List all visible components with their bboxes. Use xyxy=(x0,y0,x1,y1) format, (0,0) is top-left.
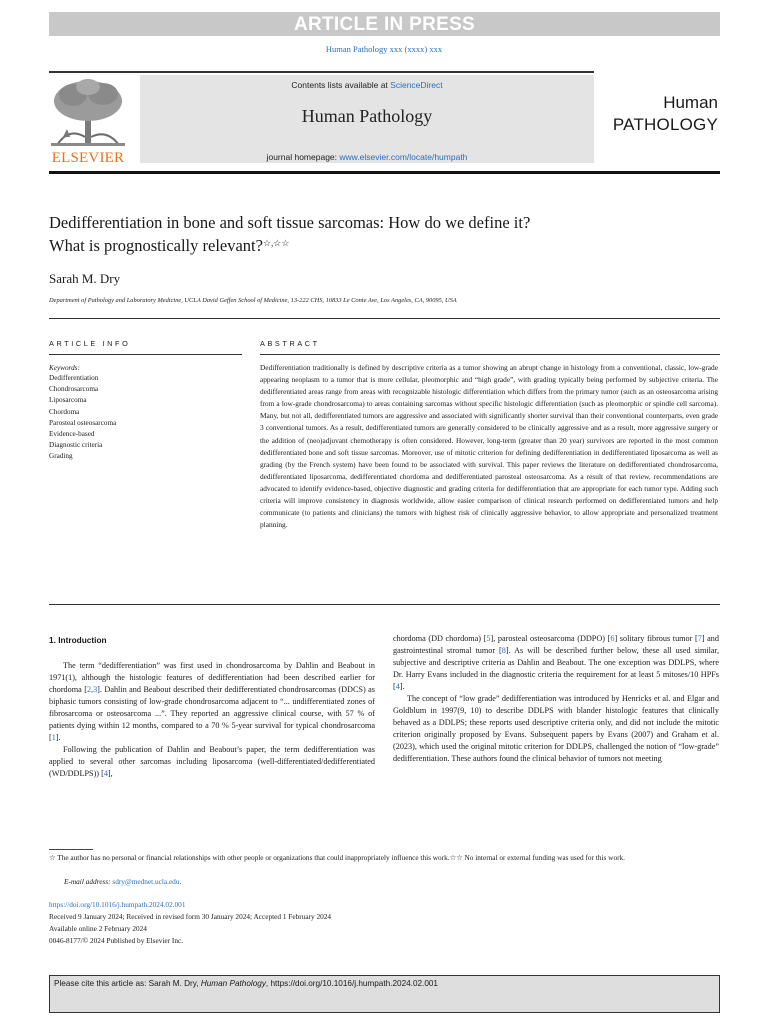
text-run: chordoma (DD chordoma) [ xyxy=(393,634,487,643)
contents-line xyxy=(140,80,594,90)
journal-brand-logo xyxy=(604,92,718,136)
intro-paragraph-2-continued xyxy=(393,633,719,693)
author-email-link[interactable]: sdry@mednet.ucla.edu xyxy=(112,877,180,886)
keyword-item: Chordoma xyxy=(49,407,80,416)
article-in-press-banner: ARTICLE IN PRESS xyxy=(49,12,720,36)
keyword-item: Grading xyxy=(49,452,73,461)
text-run: ] solitary fibrous tumor [ xyxy=(614,634,698,643)
masthead-bottom-rule xyxy=(49,171,720,174)
keywords-label: Keywords: xyxy=(49,364,80,372)
email-end: . xyxy=(179,877,182,886)
text-run: ]. xyxy=(399,682,405,692)
body-left-column xyxy=(49,660,375,780)
title-line-1: Dedifferentiation in bone and soft tissue sarcomas: How do we define it? xyxy=(49,213,531,232)
keyword-item: Liposarcoma xyxy=(49,396,87,405)
abstract-rule xyxy=(260,354,720,355)
citation-link[interactable]: 7 xyxy=(697,634,702,643)
title-line-2: What is prognostically relevant? xyxy=(49,236,263,255)
citation-suffix: , https://doi.org/10.1016/j.humpath.2024.02.001 xyxy=(265,979,438,988)
text-run: The term “dedifferentiation” was first used in chondrosarcoma by Dahlin and Beabout in 1971(1), although the histologic features of dedifferentiation had been described earlier for chordoma [ xyxy=(49,661,375,695)
title-footnote-marks[interactable]: ☆,☆☆ xyxy=(262,238,290,248)
email-line xyxy=(64,877,181,886)
text-run: Following the publication of Dahlin and Beabout’s paper, the term dedifferentiation was applied to several other sarcomas including liposarcoma (well-differentiated/dedifferentiated (WD/DDLPS)) [ xyxy=(49,745,375,779)
author-affiliation: Department of Pathology and Laboratory Medicine, UCLA David Geffen School of Medicine, 13-222 CHS, 10833 Le Conte Ave, Los Angeles, CA, 90095, USA xyxy=(49,297,457,304)
running-head: Human Pathology xxx (xxxx) xxx xyxy=(325,44,443,54)
citation-link[interactable]: 4 xyxy=(103,769,108,779)
intro-paragraph-3: The concept of “low grade” dedifferentiation was introduced by Henricks et al. and Elgar and Goldblum in 1997(9, 10) to describe DDLPS with blander histologic features that clinically behaved as a DDLPS; these reports used descriptive criteria only, and did not include the mitotic criterion originally proposed by Evans. Subsequent papers by Evans (2007) and Graham et al. (2023), which used the original mitotic criterion for DDLPS, challenged the notion of “low-grade” dedifferentiation. These authors found the clinical behavior of tumors not meeting xyxy=(393,694,719,764)
journal-homepage-line xyxy=(140,152,594,162)
available-online-date: Available online 2 February 2024 xyxy=(49,924,147,933)
article-info-rule xyxy=(49,354,242,355)
text-run: ], xyxy=(107,769,113,779)
keyword-item: Evidence-based xyxy=(49,430,95,439)
citation-link[interactable]: 1 xyxy=(51,733,56,743)
doi-link[interactable]: https://doi.org/10.1016/j.humpath.2024.02.001 xyxy=(49,900,186,909)
text-run: ]. As will be described further below, these all used similar, subjective and descriptive criteria as Dahlin and Beabout. The one exception was DDLPS, where Dr. Harry Evans included in the diagnostic criteria the requirement for at least 5 mitoses/10 HPFs [ xyxy=(393,646,720,692)
citation-link[interactable]: 6 xyxy=(610,634,615,643)
intro-paragraph-2 xyxy=(49,744,375,780)
keyword-item: Chondrosarcoma xyxy=(49,385,99,394)
intro-paragraph-1 xyxy=(49,660,375,744)
article-title xyxy=(49,211,689,257)
masthead-top-rule xyxy=(49,71,594,73)
tree-icon xyxy=(49,77,127,149)
email-label: E-mail address: xyxy=(64,877,113,886)
citation-prefix: Please cite this article as: Sarah M. Dry, xyxy=(54,979,201,988)
journal-homepage-link[interactable]: www.elsevier.com/locate/humpath xyxy=(339,152,468,162)
citation-text xyxy=(54,979,438,988)
citation-journal: Human Pathology xyxy=(200,979,266,988)
keywords-list xyxy=(49,373,116,463)
footnote-rule xyxy=(49,849,93,850)
publisher-name: ELSEVIER xyxy=(51,150,125,166)
citation-link[interactable]: 4 xyxy=(395,682,400,692)
homepage-label: journal homepage: xyxy=(266,152,340,162)
text-run: ] and gastrointestinal stromal tumor [ xyxy=(393,634,719,656)
article-info-heading: ARTICLE INFO xyxy=(49,339,131,348)
abstract-text: Dedifferentiation traditionally is defined by descriptive criteria as a tumor showing an abrupt change in histology from a conventional, classic, low-grade appearing neoplasm to a tumor that is more cellular, pleomorphic and “high grade”, with grading typically being performed by subjective criteria. The dedifferentiated areas range from areas with recognizable histologic differentiation which differs from the primary tumor (such as an osteosarcoma arising from a low-grade chondrosarcoma) to areas containing sarcomas without specific histologic differentiation (such as pleomorphic or spindle cell sarcoma). Many, but not all, dedifferentiated tumors are aggressive and associated with significantly shorter survival than their conventional counterparts, even grade 3 conventional tumors. As a result, dedifferentiated tumors are generally considered to be clinically aggressive and as a result, more aggressive surgery or the addition of (neo)adjuvant chemotherapy is often considered. However, long-term (greater than 20 year) survivors are reported in the most common dedifferentiated bone and soft tissue sarcomas. Moreover, use of mitotic criterion for defining dedifferentiation in dedifferentiated liposarcoma as well as grading (by the French system) have been found to be associated with survival. This paper reviews the literature on dedifferentiated chondrosarcoma, dedifferentiated liposarcoma, dedifferentiated chordoma and dedifferentiated parosteal osteosarcoma. As a result of that review, recommendations are advocated to identify evidence-based, objective diagnostic and grading criteria for dedifferentiation that are appropriate for each tumor type. Adding such criteria will improve consistency in diagnosis worldwide, allow easier comparison of clinical research performed on dedifferentiated tumors and help communicate (to patients and clinicians) the tumors with highest risk of clinically aggressive behavior, to allow appropriate and personalized treatment planning. xyxy=(260,363,718,530)
text-run: ], parosteal osteosarcoma (DDPO) [ xyxy=(490,634,611,643)
introduction-heading: 1. Introduction xyxy=(49,635,107,645)
keyword-item: Parosteal osteosarcoma xyxy=(49,418,117,427)
text-run: ]. xyxy=(55,733,61,743)
keyword-item: Diagnostic criteria xyxy=(49,441,103,450)
brand-line-2: PATHOLOGY xyxy=(612,115,718,134)
title-divider xyxy=(49,318,720,319)
abstract-heading: ABSTRACT xyxy=(260,339,320,348)
keyword-item: Dedifferentiation xyxy=(49,374,99,382)
copyright-line: 0046-8177/© 2024 Published by Elsevier Inc. xyxy=(49,936,184,945)
text-run: ]. Dahlin and Beabout described their dedifferentiated chondrosarcomas (DDCS) as biphasic tumors consisting of low-grade chondrosarcoma adjacent to “... undifferentiated zones of fibrosarcoma or osteosarcoma ...”. They reported an aggressive clinical course, with 57 % of patients dying within 12 months, compared to a 70 % 5-year survival for typical chondrosarcoma [ xyxy=(49,685,375,743)
sciencedirect-link[interactable]: ScienceDirect xyxy=(390,80,443,90)
author-name: Sarah M. Dry xyxy=(49,271,121,286)
received-dates: Received 9 January 2024; Received in revised form 30 January 2024; Accepted 1 February 2024 xyxy=(49,912,332,921)
abstract-divider xyxy=(49,604,720,605)
citation-link[interactable]: 2,3 xyxy=(86,685,98,695)
brand-line-1: Human xyxy=(663,93,718,112)
contents-prefix: Contents lists available at xyxy=(291,80,391,90)
citation-link[interactable]: 5 xyxy=(486,634,491,643)
body-right-column xyxy=(393,633,719,766)
citation-link[interactable]: 8 xyxy=(501,646,506,656)
journal-title: Human Pathology xyxy=(301,106,433,126)
funding-footnote: ☆ The author has no personal or financial relationships with other people or organizations that could inappropriately influence this work.☆☆ No internal or external funding was used for this work. xyxy=(49,853,626,862)
